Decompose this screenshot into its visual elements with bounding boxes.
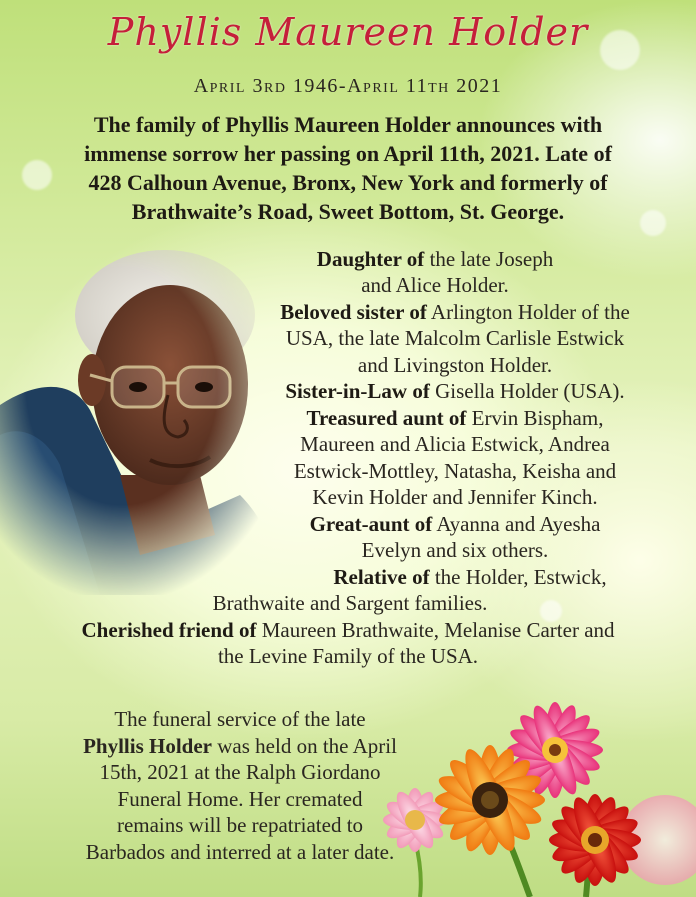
announcement-paragraph — [40, 110, 656, 226]
daughter-line: Daughter of the late Joseph — [316, 247, 554, 271]
funeral-paragraph — [20, 706, 460, 865]
life-dates: April 3rd 1946-April 11th 2021 — [193, 75, 503, 97]
friend-line: Cherished friend of Maureen Brathwaite, Melanise Carter and — [81, 618, 615, 642]
announcement-line: immense sorrow her passing on April 11th, 2021. Late of — [84, 141, 612, 166]
sister-line: and Livingston Holder. — [357, 353, 553, 377]
funeral-line: remains will be repatriated to — [116, 813, 364, 837]
funeral-line: 15th, 2021 at the Ralph Giordano — [99, 760, 381, 784]
funeral-line: Funeral Home. Her cremated — [117, 786, 363, 811]
sister-line: Beloved sister of Arlington Holder of the — [280, 300, 630, 324]
relative-line: Brathwaite and Sargent families. — [212, 591, 488, 615]
sister-line: USA, the late Malcolm Carlisle Estwick — [285, 326, 625, 350]
funeral-line: Barbados and interred at a later date. — [85, 839, 395, 864]
daughter-line: and Alice Holder. — [361, 273, 509, 297]
funeral-line: Phyllis Holder was held on the April — [83, 733, 397, 758]
aunt-line: Kevin Holder and Jennifer Kinch. — [312, 485, 598, 509]
great-aunt-line: Evelyn and six others. — [361, 538, 549, 562]
funeral-line: The funeral service of the late — [114, 707, 366, 731]
aunt-line: Treasured aunt of Ervin Bispham, — [306, 406, 604, 430]
announcement-line: 428 Calhoun Avenue, Bronx, New York and formerly of — [88, 170, 608, 195]
friend-line: the Levine Family of the USA. — [217, 644, 479, 668]
announcement-line: Brathwaite’s Road, Sweet Bottom, St. George. — [131, 199, 565, 224]
deceased-name-title: Phyllis Maureen Holder — [107, 10, 589, 54]
great-aunt-line: Great-aunt of Ayanna and Ayesha — [309, 512, 601, 536]
aunt-line: Estwick-Mottley, Natasha, Keisha and — [293, 459, 617, 483]
announcement-line: The family of Phyllis Maureen Holder announces with — [93, 112, 603, 137]
aunt-line: Maureen and Alicia Estwick, Andrea — [300, 432, 610, 456]
sister-in-law-line: Sister-in-Law of Gisella Holder (USA). — [285, 379, 625, 403]
relative-line: Relative of the Holder, Estwick, — [333, 565, 607, 589]
portrait-photo — [0, 235, 290, 595]
